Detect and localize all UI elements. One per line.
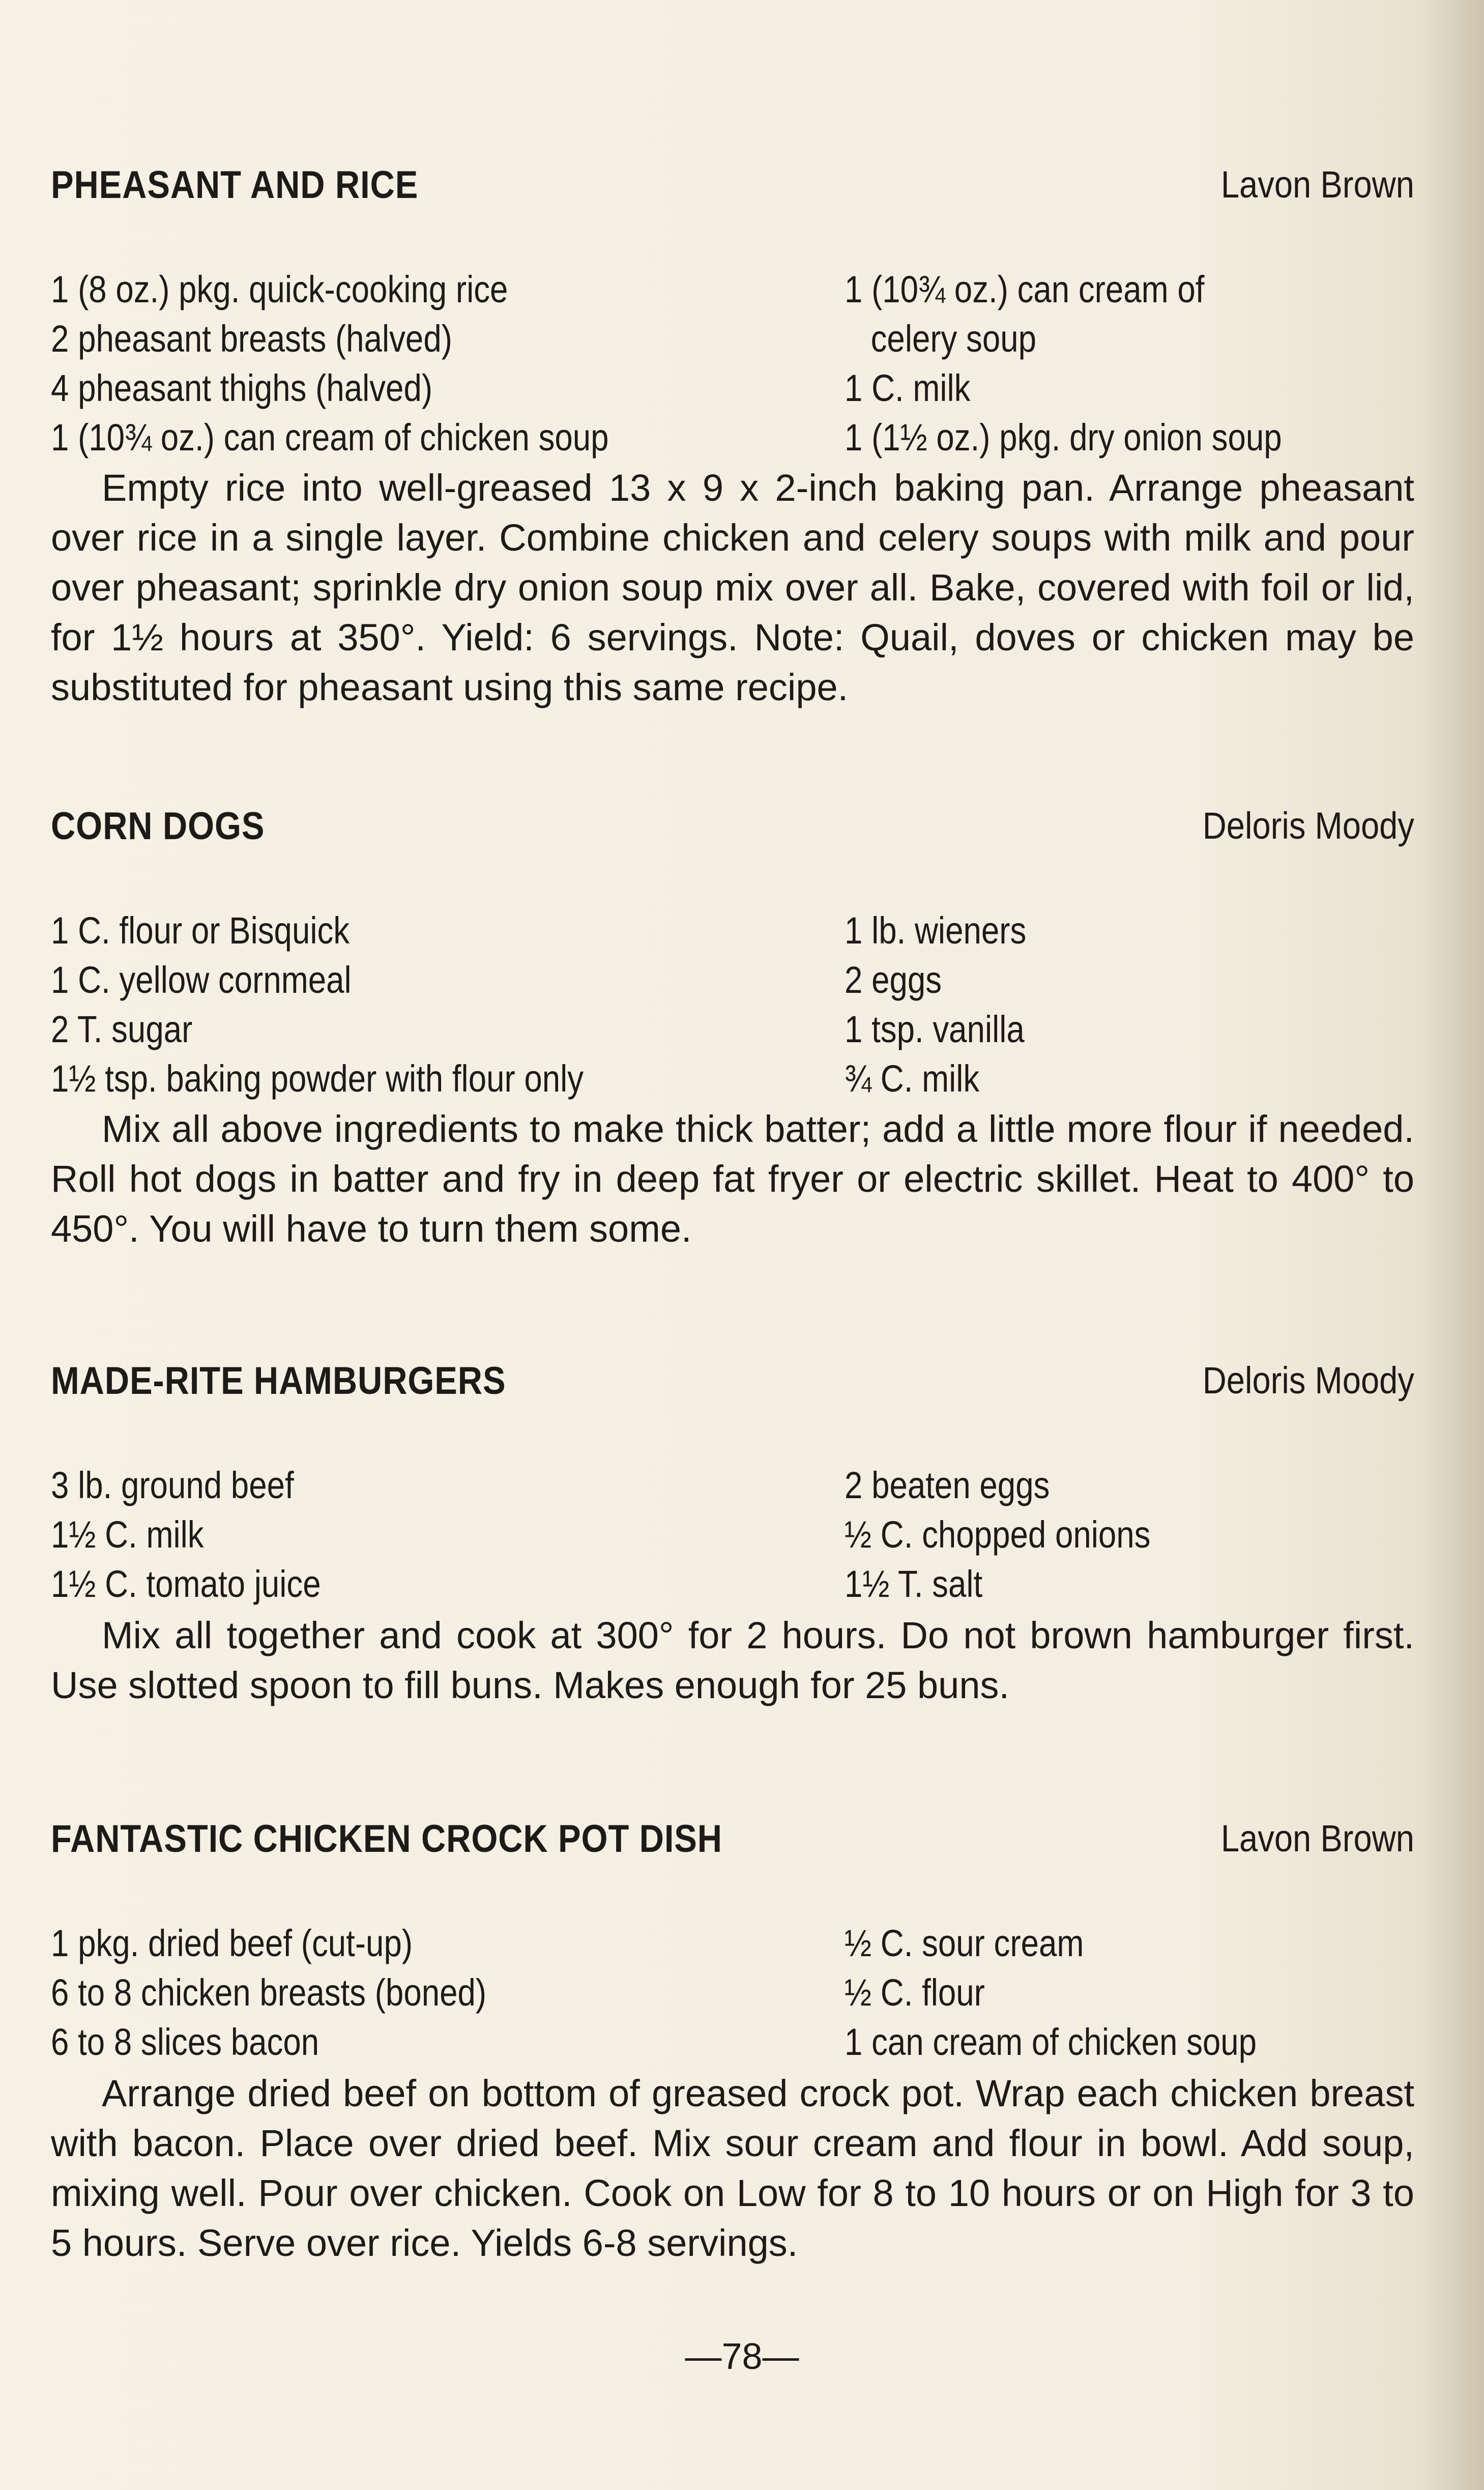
recipe-author: Deloris Moody	[1202, 805, 1414, 847]
ingredient: 3 lb. ground beef	[51, 1464, 294, 1506]
ingredients	[51, 1919, 1414, 2069]
ingredients-right-column	[845, 906, 1414, 1103]
ingredient: 1½ C. milk	[51, 1513, 204, 1556]
ingredients	[51, 1461, 1414, 1611]
page-number: —78—	[685, 2336, 799, 2377]
ingredient: ¾ C. milk	[845, 1057, 980, 1100]
ingredients-right-column	[845, 1919, 1414, 2067]
ingredient: 2 beaten eggs	[845, 1464, 1050, 1506]
ingredients-right-column	[845, 1461, 1414, 1609]
ingredients-right-column	[845, 265, 1414, 462]
ingredient: ½ C. chopped onions	[845, 1513, 1151, 1556]
recipe-pheasant-and-rice	[51, 163, 1414, 712]
recipe-directions: Mix all above ingredients to make thick batter; add a little more flour if needed. Roll hot dogs in batter and fry in deep fat fryer or electric skillet. Heat to 400° to 450°. You will have to turn them some.	[51, 1108, 1414, 1250]
ingredients-left-column	[51, 1461, 789, 1609]
ingredients	[51, 906, 1414, 1104]
page-edge-shadow	[1423, 0, 1484, 2490]
ingredient: 1 C. flour or Bisquick	[51, 909, 350, 952]
ingredients-left-column	[51, 1919, 789, 2067]
ingredient: ½ C. sour cream	[845, 1922, 1084, 1964]
ingredient: 2 T. sugar	[51, 1008, 193, 1050]
recipe-title: MADE-RITE HAMBURGERS	[51, 1359, 506, 1403]
recipe-directions: Empty rice into well-greased 13 x 9 x 2-inch baking pan. Arrange pheasant over rice in a single layer. Combine chicken and celery soups with milk and pour over pheasant; sprinkle dry onion soup mix over all. Bake, covered with foil or lid, for 1½ hours at 350°. Yield: 6 servings. Note: Quail, doves or chicken may be substituted for pheasant using this same recipe.	[51, 467, 1414, 708]
ingredient: 1 pkg. dried beef (cut-up)	[51, 1922, 413, 1964]
recipe-header	[51, 804, 1414, 860]
ingredient: 1 (10¾ oz.) can cream of	[845, 268, 1205, 310]
recipe-header	[51, 163, 1414, 219]
recipe-directions: Mix all together and cook at 300° for 2 hours. Do not brown hamburger first. Use slotted spoon to fill buns. Makes enough for 25 buns.	[51, 1614, 1414, 1706]
recipe-fantastic-chicken-crock-pot-dish	[51, 1817, 1414, 2268]
ingredient: 1½ T. salt	[845, 1563, 983, 1605]
ingredient: 1 C. milk	[845, 367, 971, 409]
ingredients-left-column	[51, 906, 789, 1103]
ingredient: celery soup	[870, 318, 1037, 360]
ingredient: 1 lb. wieners	[845, 909, 1027, 952]
ingredient: 4 pheasant thighs (halved)	[51, 367, 433, 409]
ingredient: 1½ C. tomato juice	[51, 1563, 321, 1605]
ingredient: 2 eggs	[845, 959, 942, 1001]
ingredient: 1 (8 oz.) pkg. quick-cooking rice	[51, 268, 508, 310]
recipe-author: Deloris Moody	[1202, 1359, 1414, 1401]
recipe-author: Lavon Brown	[1220, 163, 1414, 206]
recipe-author: Lavon Brown	[1220, 1817, 1414, 1859]
ingredient: 6 to 8 chicken breasts (boned)	[51, 1971, 487, 2014]
ingredient: ½ C. flour	[845, 1971, 985, 2014]
ingredient: 1 (1½ oz.) pkg. dry onion soup	[845, 416, 1282, 459]
ingredient: 6 to 8 slices bacon	[51, 2021, 319, 2063]
recipe-directions: Arrange dried beef on bottom of greased crock pot. Wrap each chicken breast with bacon. Place over dried beef. Mix sour cream and flour in bowl. Add soup, mixing well. Pour over chicken. Cook on Low for 8 to 10 hours or on High for 3 to 5 hours. Serve over rice. Yields 6-8 servings.	[51, 2072, 1414, 2264]
ingredient: 1 can cream of chicken soup	[845, 2021, 1257, 2063]
recipe-title: FANTASTIC CHICKEN CROCK POT DISH	[51, 1817, 722, 1861]
ingredient: 1 tsp. vanilla	[845, 1008, 1025, 1050]
recipe-header	[51, 1817, 1414, 1873]
ingredient: 1½ tsp. baking powder with flour only	[51, 1057, 584, 1100]
recipe-title: CORN DOGS	[51, 805, 265, 848]
ingredient: 1 C. yellow cornmeal	[51, 959, 352, 1001]
ingredients	[51, 265, 1414, 463]
ingredient: 1 (10¾ oz.) can cream of chicken soup	[51, 416, 609, 459]
recipe-title: PHEASANT AND RICE	[51, 163, 419, 207]
recipe-corn-dogs	[51, 804, 1414, 1254]
recipe-made-rite-hamburgers	[51, 1359, 1414, 1710]
recipe-header	[51, 1359, 1414, 1415]
ingredient: 2 pheasant breasts (halved)	[51, 318, 452, 360]
ingredients-left-column	[51, 265, 789, 462]
